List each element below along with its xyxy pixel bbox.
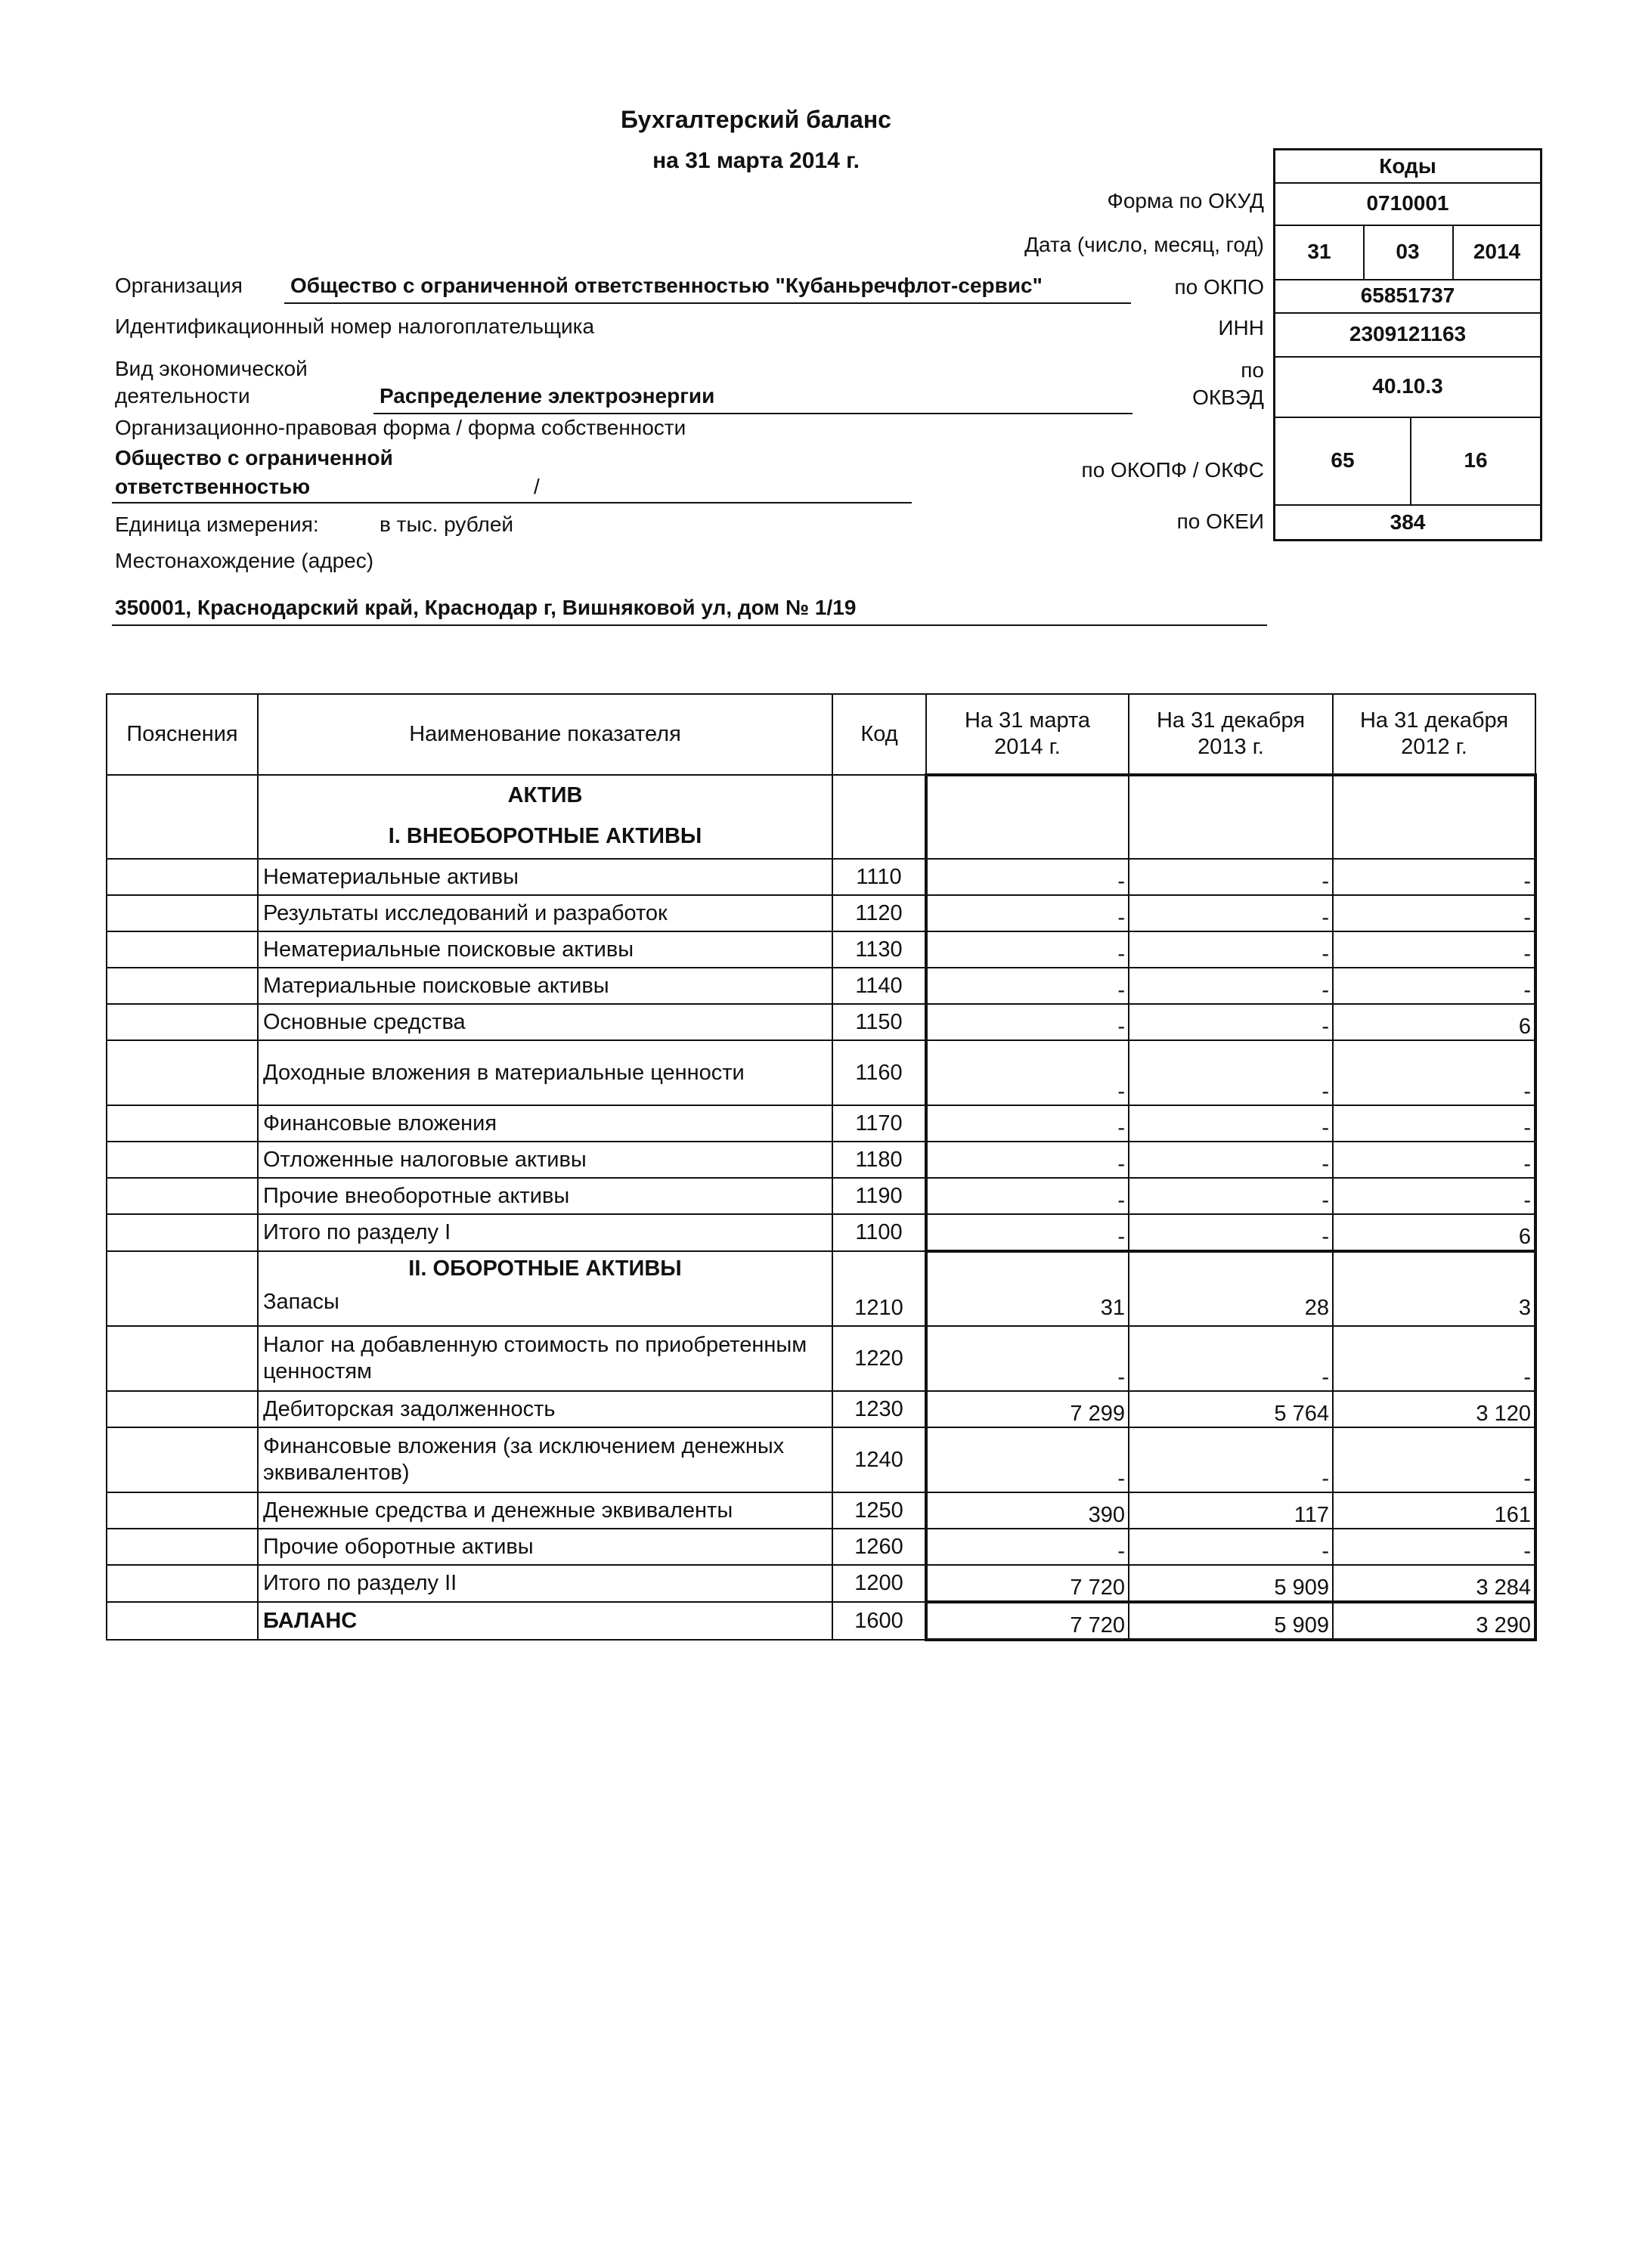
row-code: 1220 [832,1326,926,1391]
row-name: Материальные поисковые активы [258,968,832,1004]
okud-value: 0710001 [1366,191,1449,215]
okud-label: Форма по ОКУД [1107,189,1264,212]
row-code: 1110 [832,859,926,895]
legal-form-label: Организационно-правовая форма / форма собственности [115,416,686,439]
row-value-2014-03: - [926,1178,1129,1214]
address-value: 350001, Краснодарский край, Краснодар г, Вишняковой ул, дом № 1/19 [115,596,857,619]
row-code: 1260 [832,1529,926,1565]
table-row [107,895,1535,931]
row-code: 1200 [832,1565,926,1602]
table-row [107,1214,1535,1251]
row-code: 1600 [832,1602,926,1640]
row-value-2014-03: - [926,1427,1129,1492]
row-notes [107,1105,258,1142]
row-name: Финансовые вложения [258,1105,832,1142]
row-value-2012-12: - [1333,1040,1535,1105]
header-col2-line1: На 31 декабря [1156,708,1306,733]
row-notes [107,895,258,931]
row-value-2014-03: 390 [926,1492,1129,1529]
table-row [107,968,1535,1004]
row-value-2013-12: - [1129,1326,1333,1391]
date-year: 2014 [1473,240,1521,263]
row-name: Прочие внеоборотные активы [258,1178,832,1214]
row-code [832,775,926,859]
okpo-label: по ОКПО [1174,275,1264,299]
row-name: Доходные вложения в материальные ценности [258,1040,832,1105]
activity-label-1: Вид экономической [115,357,308,380]
row-notes [107,1529,258,1565]
legal-form-separator: / [534,475,540,498]
row-notes [107,859,258,895]
row-notes [107,968,258,1004]
row-code: 1160 [832,1040,926,1105]
row-name: Отложенные налоговые активы [258,1142,832,1178]
okei-value: 384 [1390,510,1426,534]
row-notes [107,1004,258,1040]
row-value-2013-12: 28 [1129,1251,1333,1326]
header-notes: Пояснения [107,694,258,775]
header-col1 [926,694,1129,775]
row-name: Итого по разделу II [258,1565,832,1602]
row-value-2013-12: - [1129,1142,1333,1178]
date-month: 03 [1396,240,1420,263]
row-name: Налог на добавленную стоимость по приобретенным ценностям [258,1326,832,1391]
row-value-2012-12: 3 284 [1333,1565,1535,1602]
okved-label-1: по [1241,358,1264,382]
row-value-2014-03 [926,775,1129,859]
row-name: Итого по разделу I [258,1214,832,1251]
row-value-2013-12: 117 [1129,1492,1333,1529]
okopf-label: по ОКОПФ / ОКФС [1081,458,1264,482]
row-value-2012-12: - [1333,859,1535,895]
row-code: 1250 [832,1492,926,1529]
table-row [107,1427,1535,1492]
okved-value: 40.10.3 [1372,374,1443,398]
row-name: Денежные средства и денежные эквиваленты [258,1492,832,1529]
row-value-2014-03: - [926,859,1129,895]
row-value-2014-03: 31 [926,1251,1129,1326]
row-value-2014-03: - [926,1004,1129,1040]
row-notes [107,1251,258,1326]
row-name [258,1251,832,1326]
activity-value: Распределение электроэнергии [380,384,715,407]
row-name: Нематериальные поисковые активы [258,931,832,968]
row-code: 1170 [832,1105,926,1142]
row-value-2013-12: - [1129,1105,1333,1142]
table-row [107,1391,1535,1427]
inn-value: 2309121163 [1349,322,1467,345]
header-col3 [1333,694,1535,775]
row-value-2013-12: - [1129,1004,1333,1040]
row-value-2012-12: 3 290 [1333,1602,1535,1640]
row-value-2014-03: - [926,1040,1129,1105]
row-notes [107,1214,258,1251]
row-notes [107,1602,258,1640]
okopf-value: 65 [1331,448,1355,472]
row-notes [107,1391,258,1427]
row-code: 1150 [832,1004,926,1040]
row-name: Финансовые вложения (за исключением денежных эквивалентов) [258,1427,832,1492]
row-name: БАЛАНС [258,1602,832,1640]
org-label: Организация [115,274,243,297]
unit-label: Единица измерения: [115,513,319,536]
row-value-2014-03: 7 299 [926,1391,1129,1427]
row-code: 1210 [832,1251,926,1326]
row-notes [107,1427,258,1492]
row-value-2014-03: - [926,1326,1129,1391]
row-value-2012-12: - [1333,895,1535,931]
header-col3-line1: На 31 декабря [1359,708,1509,733]
row-value-2012-12 [1333,775,1535,859]
row-name: Дебиторская задолженность [258,1391,832,1427]
row-name: Прочие оборотные активы [258,1529,832,1565]
row-value-2014-03: 7 720 [926,1565,1129,1602]
table-row [107,859,1535,895]
row-value-2014-03: - [926,1105,1129,1142]
row-value-2013-12: - [1129,1040,1333,1105]
table-row [107,1178,1535,1214]
row-code: 1120 [832,895,926,931]
row-notes [107,931,258,968]
row-value-2014-03: - [926,1214,1129,1251]
row-notes [107,1178,258,1214]
header-col3-line2: 2012 г. [1401,735,1467,759]
row-value-2012-12: 6 [1333,1004,1535,1040]
table-row [107,1492,1535,1529]
header-col1-line1: На 31 марта [964,708,1091,733]
table-row [107,1602,1535,1640]
document-date: на 31 марта 2014 г. [652,148,860,173]
row-value-2013-12 [1129,775,1333,859]
section-header-row [107,775,1535,859]
row-value-2013-12: - [1129,1427,1333,1492]
row-value-2012-12: - [1333,1105,1535,1142]
row-notes [107,1326,258,1391]
row-name: Основные средства [258,1004,832,1040]
codes-title: Коды [1379,154,1436,178]
row-value-2013-12: - [1129,1214,1333,1251]
okei-label: по ОКЕИ [1176,510,1264,533]
row-code: 1100 [832,1214,926,1251]
row-code: 1130 [832,931,926,968]
date-day: 31 [1307,240,1331,263]
row-notes [107,1565,258,1602]
row-value-2013-12: - [1129,968,1333,1004]
balance-table [106,693,1537,1641]
row-value-2014-03: - [926,895,1129,931]
row-value-2014-03: 7 720 [926,1602,1129,1640]
table-header-row [107,694,1535,775]
header-col1-line2: 2014 г. [994,735,1061,759]
row-value-2013-12: - [1129,1178,1333,1214]
row-code: 1190 [832,1178,926,1214]
row-code: 1140 [832,968,926,1004]
row-notes [107,1040,258,1105]
row-value-2012-12: 161 [1333,1492,1535,1529]
table-row [107,1326,1535,1391]
section-header [258,775,832,859]
row-value-2014-03: - [926,1529,1129,1565]
table-row [107,1040,1535,1105]
section-2-heading: II. ОБОРОТНЫЕ АКТИВЫ [408,1256,682,1281]
unit-value: в тыс. рублей [380,513,514,536]
address-label: Местонахождение (адрес) [115,549,374,572]
row-value-2012-12: - [1333,968,1535,1004]
row-value-2012-12: - [1333,1427,1535,1492]
row-code: 1240 [832,1427,926,1492]
header-col2 [1129,694,1333,775]
row-value-2012-12: 6 [1333,1214,1535,1251]
header-code: Код [832,694,926,775]
row-value-2014-03: - [926,968,1129,1004]
table-row [107,1105,1535,1142]
row-notes [107,775,258,859]
table-row [107,1565,1535,1602]
row-value-2013-12: - [1129,895,1333,931]
header-col2-line2: 2013 г. [1198,735,1264,759]
row-value-2014-03: - [926,931,1129,968]
inn-code-label: ИНН [1218,316,1264,339]
row-value-2012-12: 3 [1333,1251,1535,1326]
row-code: 1180 [832,1142,926,1178]
activity-label-2: деятельности [115,384,250,407]
row-value-2013-12: - [1129,931,1333,968]
table-row [107,1529,1535,1565]
okfs-value: 16 [1464,448,1488,472]
table-row [107,1004,1535,1040]
row-value-2013-12: 5 909 [1129,1565,1333,1602]
row-value-2013-12: 5 909 [1129,1602,1333,1640]
row-notes [107,1492,258,1529]
document-title: Бухгалтерский баланс [621,106,891,133]
row-notes [107,1142,258,1178]
legal-form-line-2: ответственностью [115,475,311,498]
row-value-2013-12: - [1129,859,1333,895]
row-value-2013-12: - [1129,1529,1333,1565]
row-value-2012-12: - [1333,1178,1535,1214]
row-value-2012-12: - [1333,1142,1535,1178]
legal-form-line-1: Общество с ограниченной [115,446,393,469]
row-name: Результаты исследований и разработок [258,895,832,931]
table-row [107,1142,1535,1178]
row-name: Нематериальные активы [258,859,832,895]
okved-label-2: ОКВЭД [1192,386,1264,409]
row-value-2012-12: - [1333,931,1535,968]
okpo-value: 65851737 [1360,284,1455,307]
header-name: Наименование показателя [258,694,832,775]
aktiv-heading: АКТИВ [507,783,583,807]
table-row [107,931,1535,968]
date-label: Дата (число, месяц, год) [1024,233,1264,256]
row-value-2014-03: - [926,1142,1129,1178]
row-value-2012-12: - [1333,1529,1535,1565]
row-value-2012-12: 3 120 [1333,1391,1535,1427]
row-name-text: Запасы [263,1290,339,1314]
org-name: Общество с ограниченной ответственностью "Кубаньречфлот-сервис" [290,274,1043,297]
row-value-2012-12: - [1333,1326,1535,1391]
section-1-heading: I. ВНЕОБОРОТНЫЕ АКТИВЫ [388,824,702,848]
row-value-2013-12: 5 764 [1129,1391,1333,1427]
table-row [107,1251,1535,1326]
row-code: 1230 [832,1391,926,1427]
taxpayer-id-label: Идентификационный номер налогоплательщика [115,314,595,338]
codes-box [1273,148,1542,541]
